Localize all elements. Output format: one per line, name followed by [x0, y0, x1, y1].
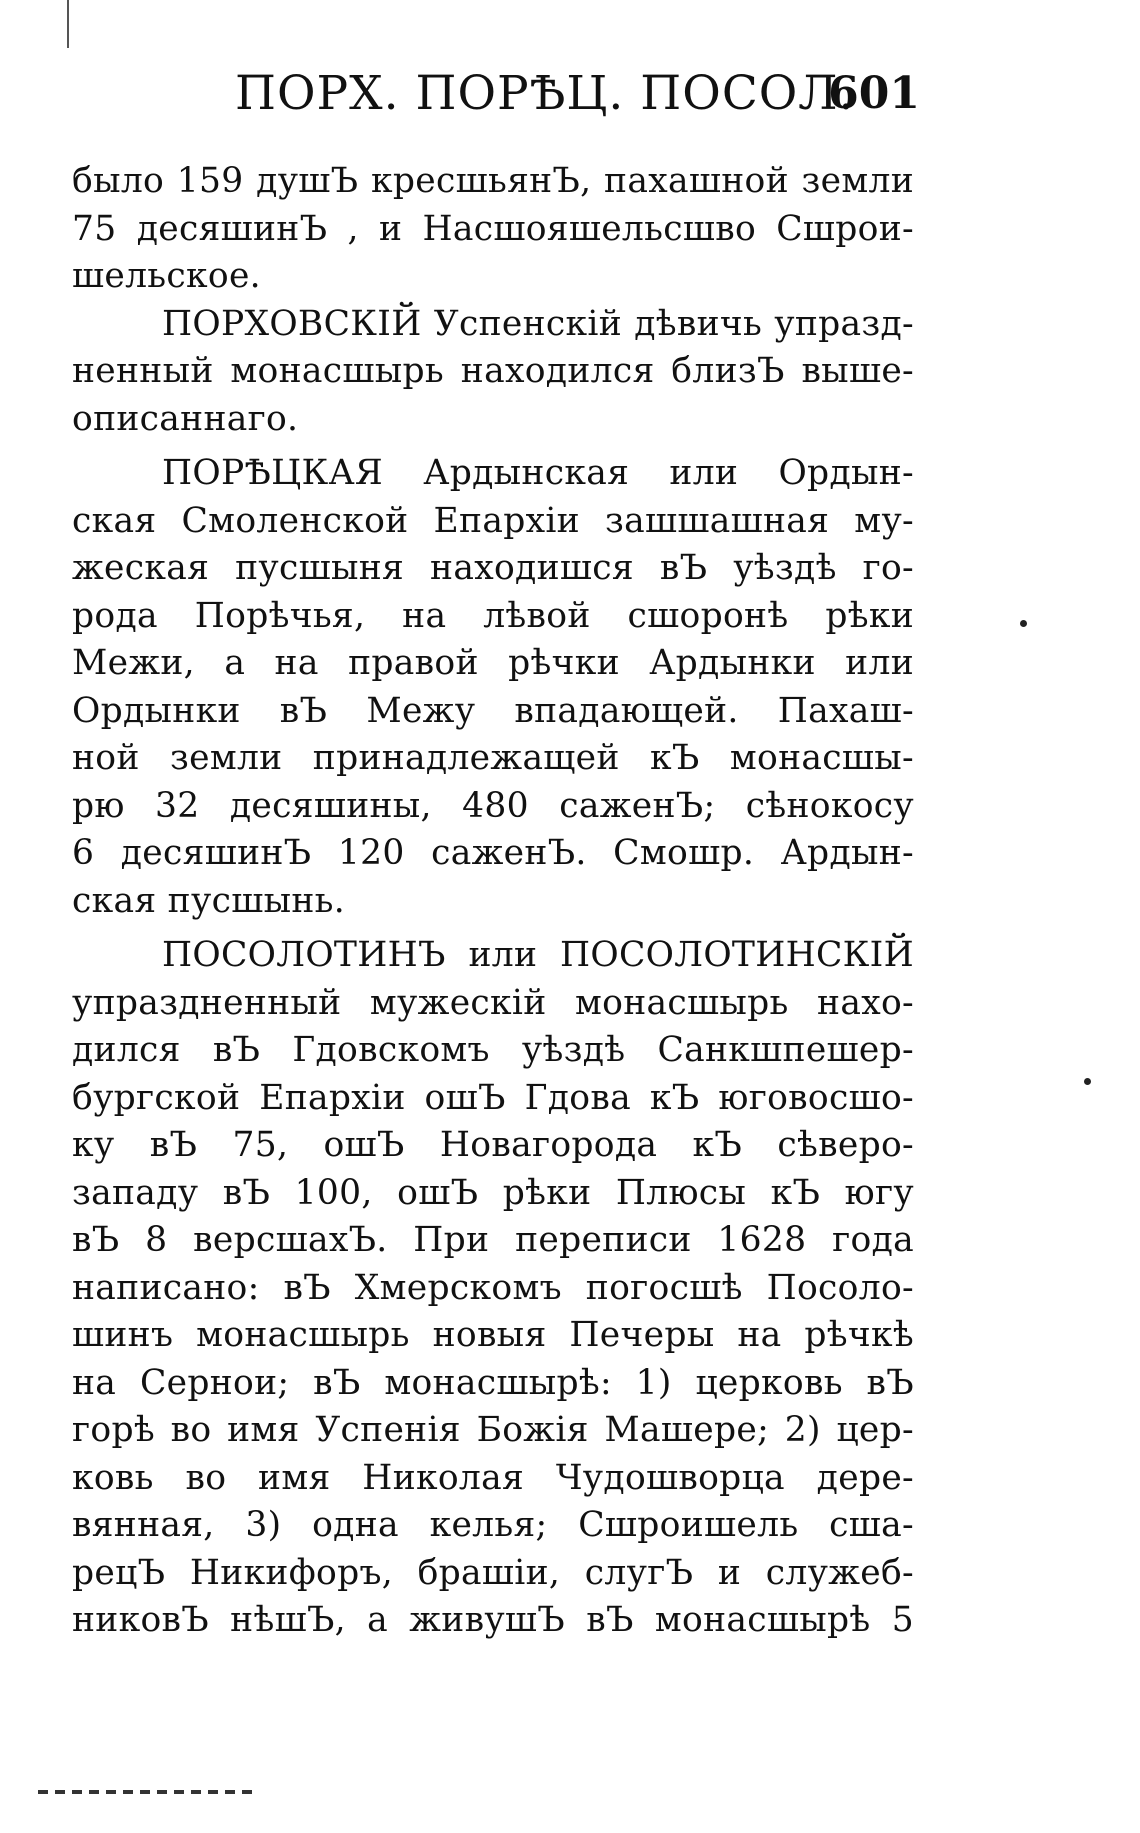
print-speck: [1084, 1078, 1091, 1085]
text-line: написано: вЪ Хмерскомъ погосшѣ Посоло-: [72, 1267, 914, 1308]
text-line: рю 32 десяшины, 480 саженЪ; сѣнокосу: [72, 785, 914, 826]
page-edge-rule: [67, 0, 69, 48]
running-head: ПОРХ. ПОРѢЦ. ПОСОЛ.: [235, 66, 855, 121]
text-line: 6 десяшинЪ 120 саженЪ. Смошр. Ардын-: [72, 833, 914, 873]
text-line: ская пусшынь.: [72, 880, 345, 921]
text-line: вЪ 8 версшахЪ. При переписи 1628 года: [72, 1220, 914, 1260]
page-header: [235, 66, 920, 136]
text-line: Ордынки вЪ Межу впадающей. Пахаш-: [72, 690, 914, 731]
text-line: рода Порѣчья, на лѣвой сшоронѣ рѣки: [72, 595, 914, 636]
text-line: шинъ монасшырь новыя Печеры на рѣчкѣ: [72, 1315, 914, 1355]
text-line: ская Смоленской Епархіи зашшашная му-: [72, 500, 914, 541]
text-line: никовЪ нѣшЪ, а живушЪ вЪ монасшырѣ 5: [72, 1600, 914, 1640]
text-line: ковь во имя Николая Чудошворца дере-: [72, 1457, 914, 1498]
text-line: описаннаго.: [72, 398, 299, 439]
footer-marks: [38, 1790, 253, 1794]
text-line: ку вЪ 75, ошЪ Новагорода кЪ сѣверо-: [72, 1125, 914, 1165]
entry-heading-line: ПОСОЛОТИНЪ или ПОСОЛОТИНСКІЙ: [162, 935, 914, 975]
text-line: жеская пусшыня находишся вЪ уѣздѣ го-: [72, 548, 914, 588]
body-text: [72, 158, 914, 1645]
text-line: ненный монасшырь находился близЪ выше-: [72, 351, 914, 391]
entry-heading-line: ПОРХОВСКІЙ Успенскій дѣвичь упразд-: [162, 303, 914, 344]
entry-heading-line: ПОРѢЦКАЯ Ардынская или Ордын-: [162, 453, 914, 493]
page-number: 601: [828, 68, 920, 119]
text-line: дился вЪ Гдовскомъ уѣздѣ Санкшпешер-: [72, 1030, 914, 1070]
text-line: ной земли принадлежащей кЪ монасшы-: [72, 738, 914, 778]
text-line: было 159 душЪ кресшьянЪ, пахашной земли: [72, 161, 914, 201]
text-line: бургской Епархіи ошЪ Гдова кЪ юговосшо-: [72, 1077, 914, 1118]
text-line: Межи, а на правой рѣчки Ардынки или: [72, 643, 914, 683]
text-line: горѣ во имя Успенія Божія Машере; 2) цер-: [72, 1410, 914, 1450]
text-line: на Сернои; вЪ монасшырѣ: 1) церковь вЪ: [72, 1362, 914, 1403]
text-line: вянная, 3) одна келья; Сшроишель сша-: [72, 1505, 914, 1545]
text-line: шельское.: [72, 256, 261, 296]
text-line: западу вЪ 100, ошЪ рѣки Плюсы кЪ югу: [72, 1172, 914, 1213]
text-line: рецЪ Никифоръ, брашіи, слугЪ и служеб-: [72, 1552, 914, 1593]
print-speck: [1020, 620, 1027, 627]
text-line: упраздненный мужескій монасшырь нахо-: [72, 982, 914, 1023]
text-line: 75 десяшинЪ , и Насшояшельсшво Сшрои-: [72, 208, 914, 249]
